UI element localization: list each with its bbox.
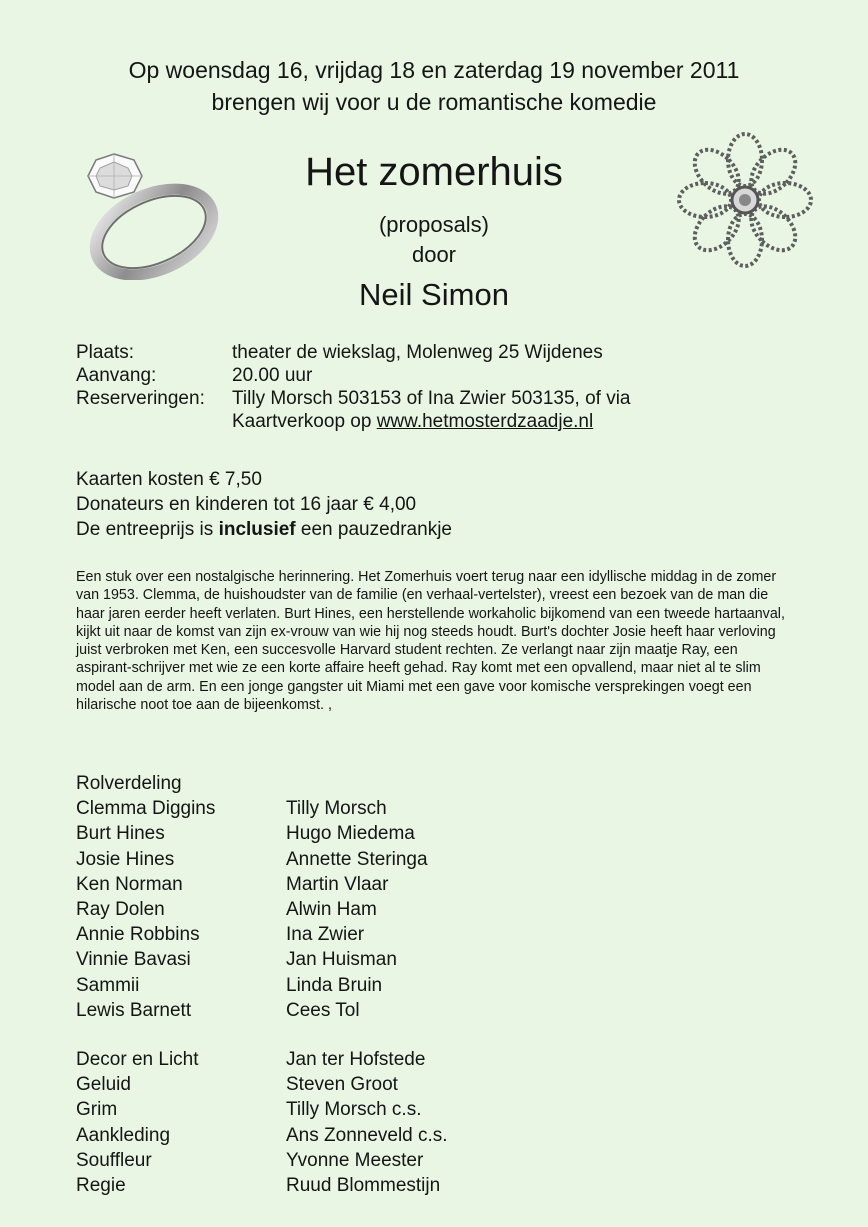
- original-title: (proposals): [378, 212, 490, 237]
- price-line: Donateurs en kinderen tot 16 jaar € 4,00: [76, 494, 417, 515]
- crew-role: Geluid: [76, 1074, 131, 1096]
- prices: [76, 467, 452, 542]
- price-note: [76, 517, 452, 542]
- play-title: Het zomerhuis: [305, 150, 563, 194]
- ticket-sales: [232, 410, 593, 433]
- role-name: Clemma Diggins: [76, 798, 216, 820]
- role-name: Josie Hines: [76, 848, 175, 870]
- play-description: Een stuk over een nostalgische herinnering. Het Zomerhuis voert terug naar een idyllische middag in de zomer van 1953. Clemma, de huishoudster van de familie (en verhaal-vertelster), vreest een bezoek van de man die haar jaren eerder heeft verlaten. Burt Hines, een herstellende workaholic bijkomend van een tweede hartaanval, kijkt uit naar de komst van zijn ex-vrouw van wie hij nog steeds houdt. Burt's dochter Josie heeft haar verloving juist verbroken met Ken, een succesvolle Harvard student rechten. Ze verlangt naar zijn maatje Ray, een aspirant-schrijver met wie ze een korte affaire heeft gehad. Ray komt met een opvallend, maar niet al te slim model aan de arm. En een jonge gangster uit Miami met een gave voor komische versprekingen voegt een hilarische noot toe aan de bijeenkomst. ,: [76, 569, 785, 714]
- price-note-suffix: een pauzedrankje: [295, 519, 452, 540]
- actor-name: Ina Zwier: [286, 924, 365, 946]
- flower-brooch-icon: [674, 130, 816, 270]
- role-name: Ray Dolen: [76, 898, 165, 920]
- role-name: Sammii: [76, 974, 140, 996]
- actor-name: Jan Huisman: [286, 949, 397, 971]
- author-name: Neil Simon: [359, 277, 509, 312]
- crew-role: Regie: [76, 1174, 126, 1196]
- actor-name: Alwin Ham: [286, 898, 377, 920]
- price-line: Kaarten kosten € 7,50: [76, 469, 262, 490]
- info-value: theater de wiekslag, Molenweg 25 Wijdenes: [232, 342, 603, 363]
- ticket-sales-prefix: Kaartverkoop op: [232, 411, 377, 432]
- role-name: Annie Robbins: [76, 924, 200, 946]
- actor-name: Linda Bruin: [286, 974, 383, 996]
- role-name: Vinnie Bavasi: [76, 949, 191, 971]
- ring-icon: [62, 146, 220, 280]
- role-name: Lewis Barnett: [76, 999, 192, 1021]
- info-value: 20.00 uur: [232, 365, 313, 386]
- actor-name: Cees Tol: [286, 999, 360, 1021]
- role-name: Burt Hines: [76, 823, 165, 845]
- info-label: Plaats:: [76, 342, 135, 363]
- crew-name: Ruud Blommestijn: [286, 1174, 441, 1196]
- crew-name: Jan ter Hofstede: [286, 1049, 426, 1070]
- actor-name: Tilly Morsch: [286, 798, 387, 820]
- role-name: Ken Norman: [76, 873, 183, 895]
- crew-role: Aankleding: [76, 1124, 171, 1146]
- date-line: Op woensdag 16, vrijdag 18 en zaterdag 19 november 2011: [128, 57, 740, 83]
- actor-name: Hugo Miedema: [286, 823, 415, 845]
- crew-name: Tilly Morsch c.s.: [286, 1099, 422, 1121]
- price-note-bold: inclusief: [218, 519, 296, 540]
- by-label: door: [411, 242, 457, 267]
- ticket-sales-link[interactable]: www.hetmosterdzaadje.nl: [376, 411, 594, 432]
- price-note-prefix: De entreeprijs is: [76, 519, 219, 540]
- crew-role: Souffleur: [76, 1149, 152, 1171]
- info-label: Reserveringen:: [76, 388, 205, 409]
- crew-name: Ans Zonneveld c.s.: [286, 1124, 448, 1146]
- crew-role: Grim: [76, 1099, 118, 1121]
- info-value: Tilly Morsch 503153 of Ina Zwier 503135, of via: [232, 388, 631, 409]
- actor-name: Martin Vlaar: [286, 873, 389, 895]
- actor-name: Annette Steringa: [286, 848, 428, 870]
- crew-name: Yvonne Meester: [286, 1149, 424, 1171]
- crew-role: Decor en Licht: [76, 1049, 199, 1070]
- info-label: Aanvang:: [76, 365, 157, 386]
- intro-line: brengen wij voor u de romantische komedie: [211, 89, 657, 115]
- crew-name: Steven Groot: [286, 1074, 398, 1096]
